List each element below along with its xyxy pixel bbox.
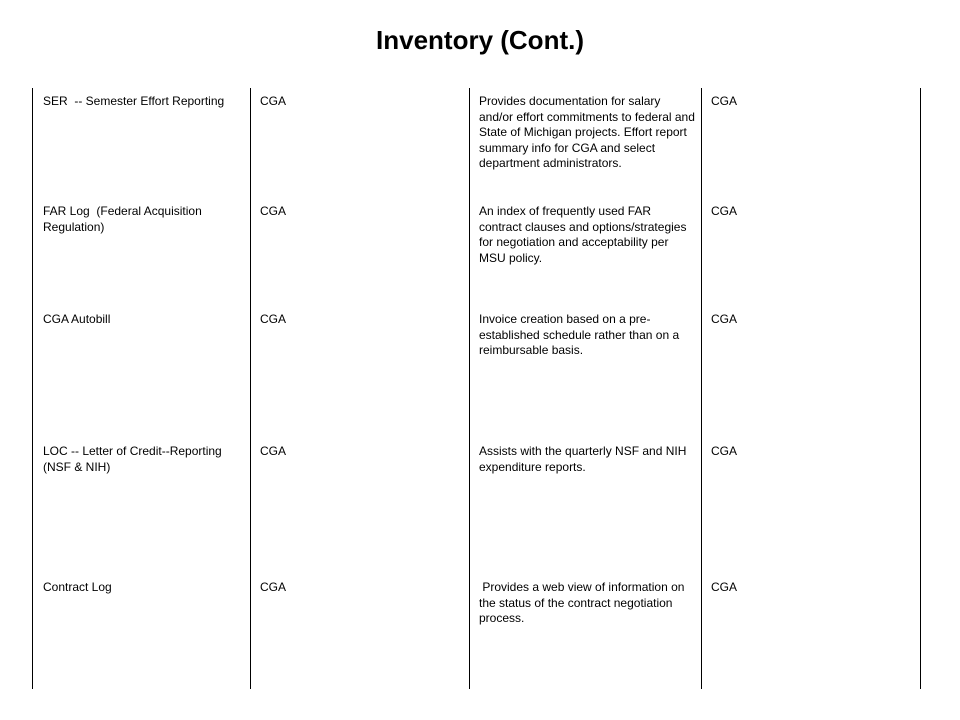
row-3-owner: CGA	[260, 312, 287, 326]
row-3-system-name: CGA Autobill	[43, 312, 111, 326]
row-3-contact: CGA	[711, 312, 738, 326]
row-1-description: Provides documentation for salary and/or effort commitments to federal and State of Michigan projects. Effort report summary info for CGA and select department administrators.	[479, 94, 695, 170]
row-5-system-name: Contract Log	[43, 580, 112, 594]
row-5-contact: CGA	[711, 580, 738, 594]
row-2-contact: CGA	[711, 204, 738, 218]
row-1-owner: CGA	[260, 94, 287, 108]
row-1-system-name: SER -- Semester Effort Reporting	[43, 94, 225, 108]
row-5-description: Provides a web view of information on the status of the contract negotiation process.	[479, 580, 688, 625]
row-5-owner: CGA	[260, 580, 287, 594]
row-2-description: An index of frequently used FAR contract clauses and options/strategies for negotiation and acceptability per MSU policy.	[479, 204, 687, 265]
table-divider-3	[701, 88, 702, 689]
row-2-owner: CGA	[260, 204, 287, 218]
row-2-system-name: FAR Log (Federal Acquisition Regulation)	[43, 204, 206, 234]
row-3-description: Invoice creation based on a pre-established schedule rather than on a reimbursable basis.	[479, 312, 680, 357]
row-1-contact: CGA	[711, 94, 738, 108]
page-title: Inventory (Cont.)	[376, 25, 584, 55]
row-4-description: Assists with the quarterly NSF and NIH expenditure reports.	[479, 444, 694, 474]
row-4-contact: CGA	[711, 444, 738, 458]
row-4-system-name: LOC -- Letter of Credit--Reporting (NSF & NIH)	[43, 444, 222, 474]
table-divider-1	[250, 88, 251, 689]
table-divider-left	[32, 88, 33, 689]
table-divider-2	[469, 88, 470, 689]
table-divider-right	[920, 88, 921, 689]
row-4-owner: CGA	[260, 444, 287, 458]
